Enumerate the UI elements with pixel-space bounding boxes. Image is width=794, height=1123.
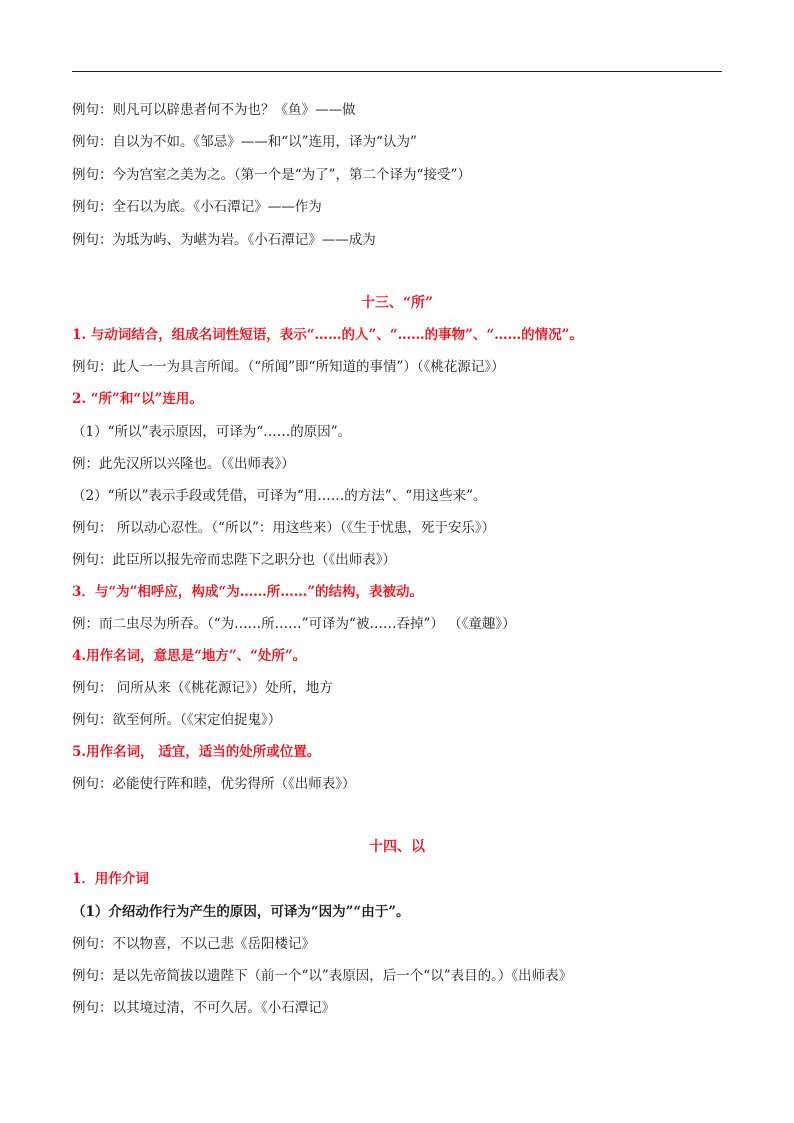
example-line: 例句：此人一一为具言所闻。（“所闻”即“所知道的事情”）（《桃花源记》）: [72, 359, 505, 375]
section-heading-13: 十三、“所”: [360, 295, 434, 311]
rule-point: 1. 与动词结合，组成名词性短语，表示“……的人”、“……的事物”、“……的情况”。: [72, 327, 583, 343]
example-line: 例句：是以先帝简拔以遗陛下（前一个“以”表原因，后一个“以”表目的。）《出师表》: [72, 968, 573, 984]
example-line: 例：此先汉所以兴隆也。（《出师表》）: [72, 456, 295, 472]
sub-point: （1）“所以”表示原因，可译为“……的原因”。: [72, 424, 352, 440]
example-line: 例句： 问所从来（《桃花源记》）处所，地方: [72, 680, 333, 696]
example-line: 例句：不以物喜，不以己悲《岳阳楼记》: [72, 936, 315, 952]
example-line: 例句：自以为不如。《邹忌》——和“以”连用，译为“认为”: [72, 134, 417, 150]
rule-point: 2. “所”和“以”连用。: [72, 391, 203, 407]
example-line: 例句：以其境过清，不可久居。《小石潭记》: [72, 1000, 336, 1016]
example-line: 例句： 所以动心忍性。（“所以”：用这些来）（《生于忧患，死于安乐》）: [72, 520, 496, 536]
example-line: 例：而二虫尽为所吞。（“为……所……”可译为“被……吞掉”） （《童趣》）: [72, 616, 516, 632]
example-line: 例句：全石以为底。《小石潭记》——作为: [72, 199, 322, 215]
sub-point: （1）介绍动作行为产生的原因，可译为“因为”“由于”。: [72, 904, 410, 920]
rule-point: 4.用作名词，意思是“地方”、“处所”。: [72, 648, 307, 664]
example-line: 例句：必能使行阵和睦，优劣得所（《出师表》）: [72, 776, 356, 792]
rule-point: 5.用作名词， 适宜，适当的处所或位置。: [72, 744, 321, 760]
example-line: 例句：为坻为屿、为嵁为岩。《小石潭记》——成为: [72, 232, 376, 248]
example-line: 例句：此臣所以报先帝而忠陛下之职分也（《出师表》）: [72, 552, 396, 568]
sub-point: （2）“所以”表示手段或凭借，可译为“用……的方法”、“用这些来”。: [72, 488, 487, 504]
rule-point: 1．用作介词: [72, 871, 149, 887]
example-line: 例句：今为宫室之美为之。（第一个是“为了”，第二个译为“接受”）: [72, 167, 471, 183]
section-heading-14: 十四、以: [369, 839, 425, 855]
header-rule: [72, 71, 722, 72]
rule-point: 3．与“为”相呼应，构成“为……所……”的结构，表被动。: [72, 584, 423, 600]
example-line: 例句：则凡可以辟患者何不为也？《鱼》——做: [72, 102, 356, 118]
example-line: 例句：欲至何所。（《宋定伯捉鬼》）: [72, 712, 282, 728]
